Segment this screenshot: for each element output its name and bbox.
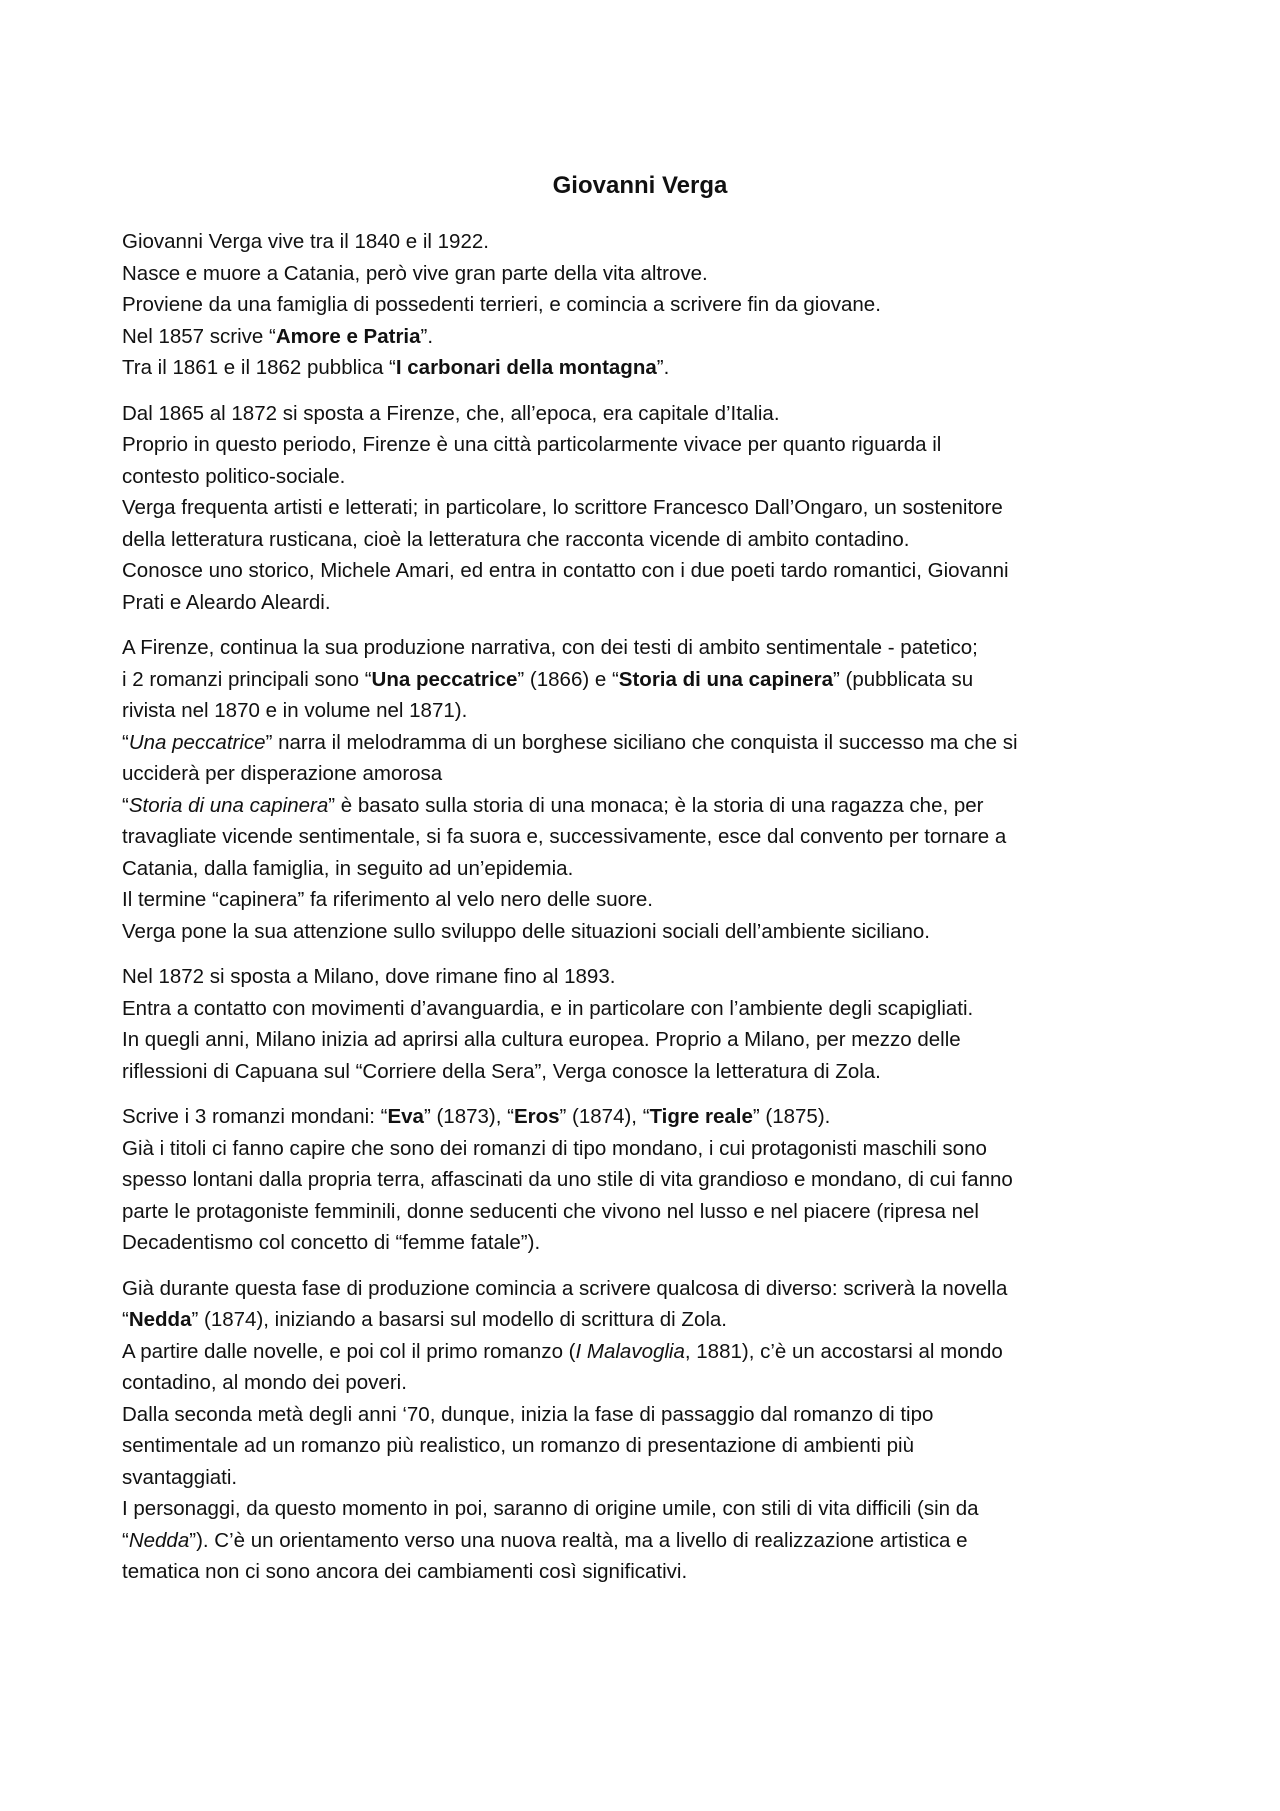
text-line: [122, 524, 1182, 556]
text-segment: “: [122, 793, 129, 817]
text-segment: Nel 1857 scrive “: [122, 324, 276, 348]
text-segment: “: [122, 730, 129, 754]
document-title: Giovanni Verga: [552, 172, 728, 199]
text-segment: Scrive i 3 romanzi mondani: “: [122, 1105, 388, 1128]
text-segment: rivista nel 1870 e in volume nel 1871).: [122, 699, 468, 722]
text-segment: ”.: [656, 356, 670, 379]
paragraph: [122, 398, 1182, 619]
text-line: [122, 289, 1182, 321]
bold-title-text: I carbonari della montagna: [395, 356, 657, 379]
text-line: [122, 821, 1182, 853]
text-segment: ” (1874), iniziando a basarsi sul modello di scrittura di Zola.: [191, 1308, 728, 1331]
text-line: [122, 1164, 1182, 1196]
italic-title-text: I Malavoglia: [575, 1339, 685, 1363]
text-segment: svantaggiati.: [122, 1465, 238, 1489]
text-line: [122, 758, 1182, 790]
text-segment: “: [122, 1308, 129, 1331]
text-line: [122, 916, 1182, 948]
text-segment: travagliate vicende sentimentale, si fa suora e, successivamente, esce dal convento per tornare a: [122, 825, 1007, 848]
text-line: [122, 632, 1182, 664]
text-segment: Giovanni Verga vive tra il 1840 e il 1922.: [122, 230, 489, 253]
text-segment: ”.: [420, 324, 434, 348]
text-line: [122, 1336, 1182, 1368]
text-segment: Entra a contatto con movimenti d’avanguardia, e in particolare con l’ambiente degli scapigliati.: [122, 996, 974, 1020]
text-segment: , 1881), c’è un accostarsi al mondo: [684, 1339, 1003, 1363]
text-line: [122, 461, 1182, 493]
text-segment: ” narra il melodramma di un borghese siciliano che conquista il successo ma che si: [265, 730, 1018, 754]
text-segment: Catania, dalla famiglia, in seguito ad un’epidemia.: [122, 856, 574, 880]
text-segment: contadino, al mondo dei poveri.: [122, 1371, 407, 1394]
text-line: [122, 993, 1182, 1025]
text-segment: ucciderà per disperazione amorosa: [122, 762, 443, 785]
text-segment: sentimentale ad un romanzo più realistico, un romanzo di presentazione di ambienti più: [122, 1434, 914, 1457]
text-line: [122, 321, 1182, 353]
text-segment: ” (1866) e “: [517, 667, 619, 691]
paragraph: [122, 632, 1182, 947]
text-segment: della letteratura rusticana, cioè la letteratura che racconta vicende di ambito contadino.: [122, 527, 910, 551]
text-segment: Proviene da una famiglia di possedenti terrieri, e comincia a scrivere fin da giovane.: [122, 293, 881, 316]
text-segment: tematica non ci sono ancora dei cambiamenti così significativi.: [122, 1560, 688, 1583]
text-line: [122, 226, 1182, 258]
text-segment: Dal 1865 al 1872 si sposta a Firenze, che, all’epoca, era capitale d’Italia.: [122, 401, 780, 425]
bold-title-text: Una peccatrice: [371, 667, 518, 691]
text-line: [122, 1399, 1182, 1431]
text-segment: In quegli anni, Milano inizia ad aprirsi alla cultura europea. Proprio a Milano, per mezzo delle: [122, 1028, 961, 1051]
text-line: [122, 1493, 1182, 1525]
text-segment: I personaggi, da questo momento in poi, saranno di origine umile, con stili di vita difficili (sin da: [122, 1497, 979, 1520]
text-line: [122, 664, 1182, 696]
text-segment: Prati e Aleardo Aleardi.: [122, 590, 331, 614]
text-line: [122, 1462, 1182, 1494]
text-line: [122, 1024, 1182, 1056]
italic-title-text: Storia di una capinera: [128, 793, 329, 817]
text-line: [122, 884, 1182, 916]
text-segment: riflessioni di Capuana sul “Corriere della Sera”, Verga conosce la letteratura di Zola.: [122, 1059, 881, 1083]
text-segment: ” (1873), “: [423, 1105, 514, 1128]
paragraph: [122, 961, 1182, 1087]
text-line: [122, 961, 1182, 993]
text-line: [122, 853, 1182, 885]
text-line: [122, 1273, 1182, 1305]
italic-title-text: Una peccatrice: [128, 730, 266, 754]
text-segment: parte le protagoniste femminili, donne seducenti che vivono nel lusso e nel piacere (ripresa nel: [122, 1199, 979, 1223]
text-line: [122, 1227, 1182, 1259]
text-segment: Decadentismo col concetto di “femme fatale”).: [122, 1231, 541, 1254]
document-body: [122, 226, 1182, 1602]
text-segment: Proprio in questo periodo, Firenze è una città particolarmente vivace per quanto riguarda il: [122, 433, 942, 456]
text-line: [122, 1525, 1182, 1557]
text-segment: Il termine “capinera” fa riferimento al velo nero delle suore.: [122, 888, 653, 911]
italic-title-text: Nedda: [128, 1528, 190, 1552]
text-line: [122, 1430, 1182, 1462]
paragraph: [122, 1101, 1182, 1259]
text-segment: Nasce e muore a Catania, però vive gran parte della vita altrove.: [122, 261, 708, 285]
text-segment: A partire dalle novelle, e poi col il primo romanzo (: [122, 1339, 576, 1363]
bold-title-text: Tigre reale: [649, 1105, 753, 1128]
text-line: [122, 1133, 1182, 1165]
text-segment: Già i titoli ci fanno capire che sono dei romanzi di tipo mondano, i cui protagonisti maschili sono: [122, 1136, 987, 1160]
text-line: [122, 1196, 1182, 1228]
text-segment: Conosce uno storico, Michele Amari, ed entra in contatto con i due poeti tardo romantici, Giovanni: [122, 559, 1009, 582]
text-segment: contesto politico-sociale.: [122, 464, 346, 488]
text-segment: spesso lontani dalla propria terra, affascinati da uno stile di vita grandioso e mondano, di cui fanno: [122, 1168, 1013, 1191]
text-segment: Tra il 1861 e il 1862 pubblica “: [122, 356, 396, 379]
text-line: [122, 352, 1182, 384]
text-segment: ” (1875).: [752, 1105, 831, 1128]
paragraph: [122, 1273, 1182, 1588]
text-line: [122, 695, 1182, 727]
text-segment: Nel 1872 si sposta a Milano, dove rimane fino al 1893.: [122, 965, 616, 988]
text-segment: ”). C’è un orientamento verso una nuova realtà, ma a livello di realizzazione artistica e: [189, 1528, 968, 1552]
text-segment: A Firenze, continua la sua produzione narrativa, con dei testi di ambito sentimentale - patetico;: [122, 636, 978, 659]
text-line: [122, 790, 1182, 822]
bold-title-text: Eros: [513, 1105, 560, 1128]
text-line: [122, 555, 1182, 587]
text-line: [122, 727, 1182, 759]
text-line: [122, 1556, 1182, 1588]
text-segment: “: [122, 1528, 129, 1552]
text-segment: ” (1874), “: [559, 1105, 650, 1128]
text-line: [122, 398, 1182, 430]
text-segment: Verga frequenta artisti e letterati; in particolare, lo scrittore Francesco Dall’Ongaro, un sostenitore: [122, 496, 1003, 519]
text-line: [122, 492, 1182, 524]
text-line: [122, 1304, 1182, 1336]
bold-title-text: Nedda: [128, 1308, 192, 1331]
bold-title-text: Amore e Patria: [275, 324, 421, 348]
text-line: [122, 1367, 1182, 1399]
text-segment: i 2 romanzi principali sono “: [122, 667, 372, 691]
text-line: [122, 258, 1182, 290]
text-line: [122, 1056, 1182, 1088]
text-line: [122, 587, 1182, 619]
text-segment: Verga pone la sua attenzione sullo sviluppo delle situazioni sociali dell’ambiente siciliano.: [122, 919, 930, 943]
bold-title-text: Storia di una capinera: [618, 667, 833, 691]
paragraph: [122, 226, 1182, 384]
text-line: [122, 429, 1182, 461]
text-segment: Dalla seconda metà degli anni ‘70, dunque, inizia la fase di passaggio dal romanzo di tipo: [122, 1402, 934, 1426]
text-segment: Già durante questa fase di produzione comincia a scrivere qualcosa di diverso: scriverà la novella: [122, 1276, 1008, 1300]
text-line: [122, 1101, 1182, 1133]
bold-title-text: Eva: [387, 1105, 424, 1128]
text-segment: ” è basato sulla storia di una monaca; è la storia di una ragazza che, per: [328, 793, 984, 817]
text-segment: ” (pubblicata su: [832, 667, 974, 691]
